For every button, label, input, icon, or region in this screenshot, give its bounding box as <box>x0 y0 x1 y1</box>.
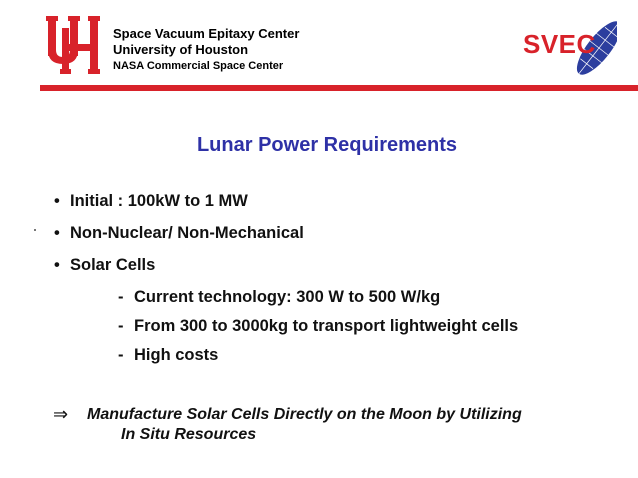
header-center-name: Space Vacuum Epitaxy Center <box>113 26 300 41</box>
sub-bullet-marker: - <box>118 346 124 364</box>
bullet-solar-cells <box>54 256 155 275</box>
bullet-text: Initial : 100kW to 1 MW <box>70 192 248 210</box>
conclusion-line-1: Manufacture Solar Cells Directly on the Moon by Utilizing <box>87 406 522 423</box>
svec-logo <box>515 12 617 82</box>
svec-logo-text: SVEC <box>523 29 596 59</box>
sub-bullet-marker: - <box>118 317 124 335</box>
header-divider <box>40 85 638 91</box>
bullet-text: Solar Cells <box>70 256 156 274</box>
sub-bullet-transport-mass <box>118 317 518 336</box>
slide-title: Lunar Power Requirements <box>196 134 458 156</box>
header-text-block <box>113 26 373 74</box>
bullet-initial-power <box>54 192 248 211</box>
sub-bullet-current-technology <box>118 288 440 307</box>
header-university: University of Houston <box>113 42 249 57</box>
implies-arrow-icon: ⇒ <box>53 404 69 425</box>
header-nasa-center: NASA Commercial Space Center <box>113 60 284 72</box>
bullet-non-nuclear <box>54 224 304 243</box>
sub-bullet-text: Current technology: 300 W to 500 W/kg <box>134 288 441 306</box>
conclusion-line-2: In Situ Resources <box>121 426 257 443</box>
bullet-marker: • <box>54 192 60 210</box>
sub-bullet-text: From 300 to 3000kg to transport lightweight cells <box>134 317 519 335</box>
stray-mark <box>34 229 36 231</box>
sub-bullet-text: High costs <box>134 346 219 364</box>
uh-logo <box>46 14 102 76</box>
sub-bullet-high-costs <box>118 346 218 365</box>
bullet-text: Non-Nuclear/ Non-Mechanical <box>70 224 304 242</box>
bullet-marker: • <box>54 256 60 274</box>
bullet-marker: • <box>54 224 60 242</box>
slide-header <box>0 0 638 92</box>
sub-bullet-marker: - <box>118 288 124 306</box>
